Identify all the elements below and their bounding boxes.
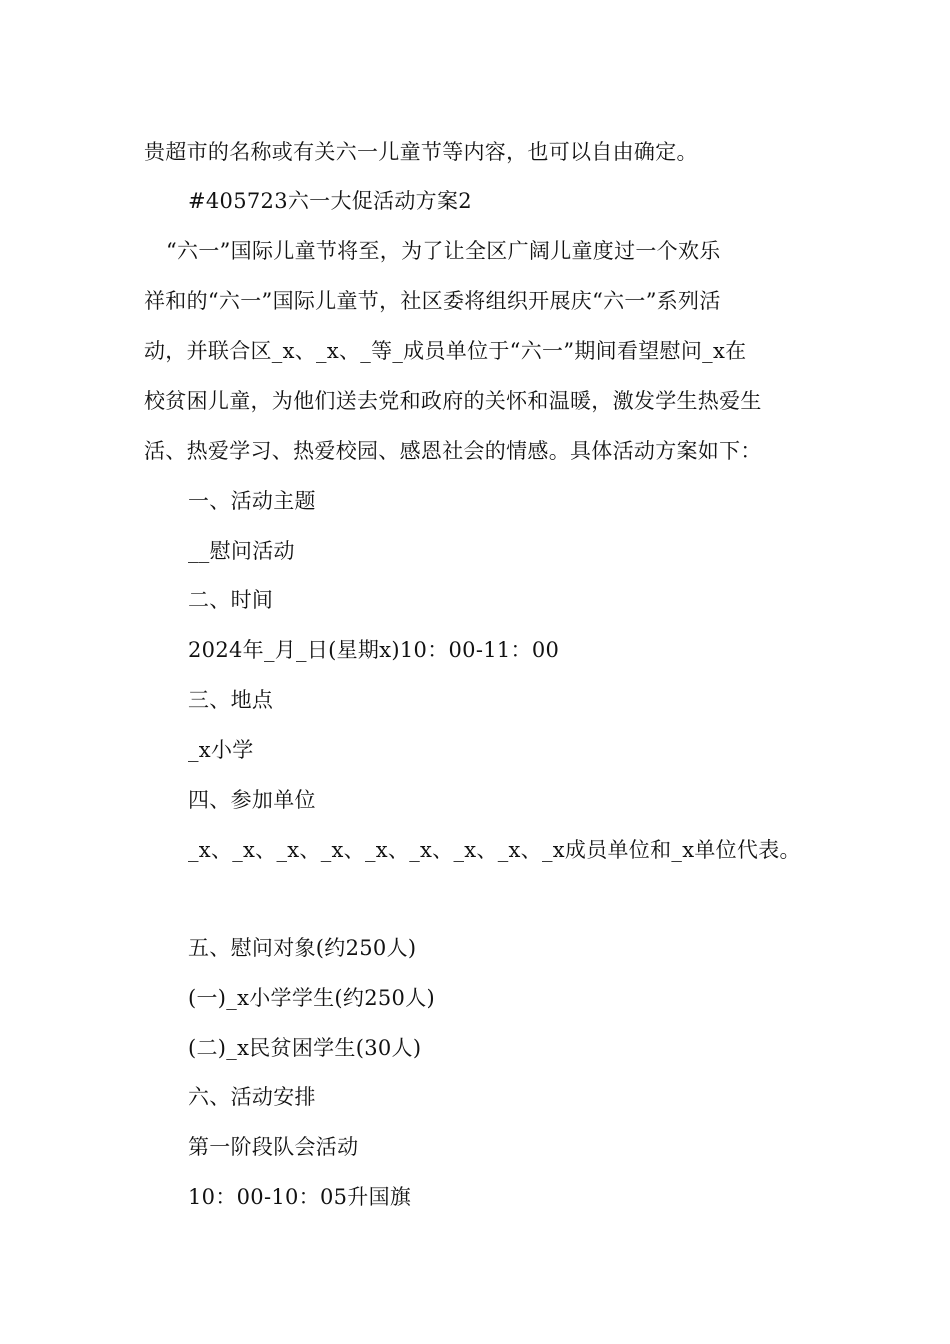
section-heading: #405723六一大促活动方案2 [188,189,472,213]
section-heading: 五、慰问对象(约250人) [188,936,417,960]
paragraph-line: 动，并联合区_x、_x、_等_成员单位于“六一”期间看望慰问_x在 [144,339,747,363]
paragraph-line: __慰问活动 [188,539,295,563]
section-heading: 三、地点 [188,688,274,712]
paragraph-line: 2024年_月_日(星期x)10：00-11：00 [188,638,560,662]
paragraph-line: 10：00-10：05升国旗 [188,1185,412,1209]
paragraph-line: “六一”国际儿童节将至，为了让全区广阔儿童度过一个欢乐 [166,239,721,263]
paragraph-line: 活、热爱学习、热爱校园、感恩社会的情感。具体活动方案如下： [144,439,762,463]
paragraph-line: 祥和的“六一”国际儿童节，社区委将组织开展庆“六一”系列活 [144,289,721,313]
section-heading: 二、时间 [188,588,274,612]
section-heading: 一、活动主题 [188,489,316,513]
paragraph-line: (二)_x民贫困学生(30人) [188,1036,422,1060]
paragraph-line: (一)_x小学学生(约250人) [188,986,435,1010]
section-heading: 四、参加单位 [188,788,316,812]
paragraph-line: 校贫困儿童，为他们送去党和政府的关怀和温暖，激发学生热爱生 [144,389,762,413]
paragraph-line: 第一阶段队会活动 [188,1135,359,1159]
paragraph-line: _x小学 [188,738,254,762]
paragraph-line: 贵超市的名称或有关六一儿童节等内容，也可以自由确定。 [144,140,698,164]
paragraph-line: _x、_x、_x、_x、_x、_x、_x、_x、_x成员单位和_x单位代表。 [188,838,801,862]
section-heading: 六、活动安排 [188,1085,316,1109]
